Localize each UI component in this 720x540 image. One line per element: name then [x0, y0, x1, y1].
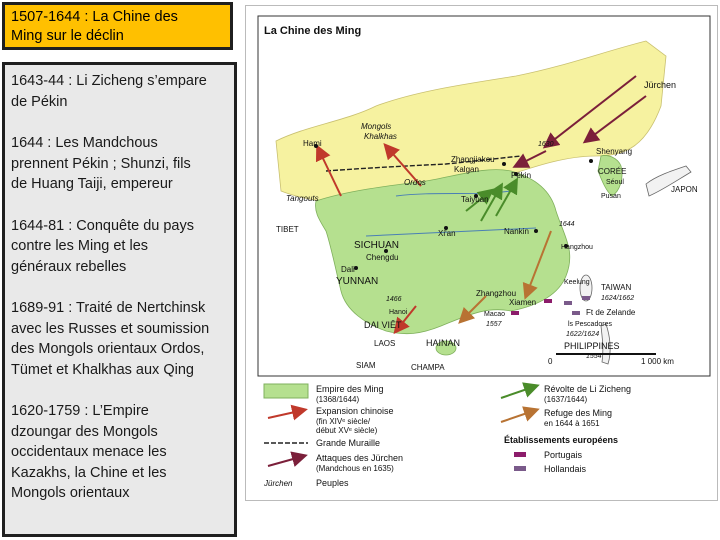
map-label: Chengdu [366, 253, 399, 262]
legend-label: (fin XIVᵉ siècle/ [316, 417, 371, 426]
map-label: Pékin [511, 171, 532, 180]
timeline-line: prennent Pékin ; Shunzi, fils [11, 155, 191, 172]
map-label: Mongols [361, 122, 392, 131]
timeline-line: 1643-44 : Li Zicheng s’empare [11, 73, 207, 89]
map-label: Taiyuan [461, 195, 489, 204]
legend-swatch-refuge [501, 410, 536, 422]
map-label: TIBET [276, 225, 299, 234]
map-label: 1554 [586, 353, 602, 360]
map-label: CHAMPA [411, 363, 445, 372]
timeline-line: Mongols orientaux [11, 485, 130, 501]
map-label: Hangzhou [561, 244, 593, 251]
timeline-line: de Pékin [11, 93, 68, 110]
map-label: Kalgan [454, 165, 479, 174]
title-box [2, 2, 233, 50]
map-label: Zhangzhou [476, 289, 517, 298]
map-label: ls Pescadores [568, 321, 612, 328]
map-label: Ordos [404, 178, 426, 187]
map-label: Nankin [504, 227, 529, 236]
legend-label: Hollandais [544, 464, 587, 474]
city-dot [589, 159, 593, 163]
map-label: PHILIPPINES [564, 341, 620, 351]
legend-swatch-portugais [514, 452, 526, 457]
legend-label: (1368/1644) [316, 395, 360, 404]
map-label: CORÉE [598, 167, 627, 176]
map-label: Shenyang [596, 147, 633, 156]
map-label: Hami [303, 139, 322, 148]
title-line-1: 1507-1644 : La Chine des [11, 9, 178, 25]
map-label: 1466 [386, 296, 402, 303]
map-label: Xiamen [509, 298, 537, 307]
legend-label: Peuples [316, 478, 349, 488]
legend-label: Expansion chinoise [316, 406, 394, 416]
timeline-line: 1644 : Les Mandchous [11, 135, 158, 151]
title-line-2: Ming sur le déclin [11, 28, 124, 44]
map-label: Pusan [601, 193, 621, 200]
map-label: 1630 [538, 141, 554, 148]
legend-label: Attaques des Jürchen [316, 453, 404, 463]
timeline-line: avec les Russes et soumission [11, 320, 210, 337]
map-label: JAPON [671, 185, 698, 194]
legend-swatch-attaques [268, 456, 304, 466]
timeline-text-box [2, 62, 237, 537]
timeline-line: de Huang Taiji, empereur [11, 176, 173, 192]
map-label: Keelung [564, 279, 590, 286]
map-label: TAIWAN [601, 283, 632, 292]
map-label: 1624/1662 [601, 295, 635, 302]
timeline-line: 1644-81 : Conquête du pays [11, 217, 194, 234]
map-label: Xi'an [438, 229, 456, 238]
timeline-paragraph [11, 133, 228, 195]
map-svg [246, 6, 717, 500]
legend-label: (Mandchous en 1635) [316, 464, 394, 473]
timeline-line: contre les Ming et les [11, 238, 149, 254]
legend-label: (1637/1644) [544, 395, 588, 404]
dutch-marker [572, 311, 580, 315]
timeline-line: dzoungar des Mongols [11, 423, 158, 440]
map-label: Séoul [606, 179, 624, 186]
map-label: 1644 [559, 221, 575, 228]
city-dot [534, 229, 538, 233]
legend-label: Empire des Ming [316, 384, 384, 394]
timeline-line: occidentaux menace les [11, 444, 167, 460]
legend-swatch-revolte [501, 386, 536, 398]
map-label: YUNNAN [336, 276, 379, 287]
map-label: Jürchen [644, 80, 677, 90]
legend-label: en 1644 à 1651 [544, 419, 600, 428]
ming-map [245, 5, 718, 501]
legend-swatch-expansion [268, 410, 304, 418]
map-label: Zhangjiakou [451, 155, 495, 164]
map-label: LAOS [374, 339, 396, 348]
dutch-marker [564, 301, 572, 305]
map-label: Tangouts [286, 194, 319, 203]
timeline-line: Tümet et Khalkhas aux Qing [11, 361, 194, 378]
timeline-line: 1620-1759 : L’Empire [11, 403, 149, 419]
timeline-paragraph [11, 216, 228, 278]
map-label: SICHUAN [354, 240, 400, 251]
timeline-line: 1689-91 : Traité de Nertchinsk [11, 300, 206, 316]
timeline-line: généraux rebelles [11, 258, 127, 275]
map-label: Khalkhas [364, 132, 397, 141]
legend-label: Grande Muraille [316, 438, 381, 448]
timeline-paragraph [11, 298, 228, 380]
map-label: HAINAN [426, 338, 461, 348]
timeline-line: des Mongols orientaux Ordos, [11, 341, 205, 357]
map-label: Hanoi [389, 309, 408, 316]
map-label: Dali [341, 265, 355, 274]
legend-label: début XVᵉ siècle) [316, 426, 378, 435]
map-label: Ft de Zelande [586, 308, 636, 317]
legend-label: Jürchen [264, 479, 293, 488]
legend-swatch-hollandais [514, 466, 526, 471]
map-label: Macao [484, 311, 506, 318]
map-label: 1557 [486, 321, 502, 328]
dutch-marker [582, 296, 590, 300]
map-label: DAI VIÊT [364, 320, 402, 330]
legend-swatch-empire [264, 384, 308, 398]
map-title: La Chine des Ming [264, 25, 362, 37]
timeline-line: Kazakhs, la Chine et les [11, 464, 167, 481]
timeline-paragraph [11, 401, 228, 504]
portuguese-marker [544, 299, 552, 303]
map-label: SIAM [356, 361, 376, 370]
map-label: 1622/1624 [566, 331, 600, 338]
portuguese-marker [511, 311, 519, 315]
timeline-paragraph [11, 71, 228, 112]
legend-label: Révolte de Li Zicheng [544, 384, 632, 394]
map-label: 1 000 km [641, 357, 674, 366]
legend-label: Portugais [544, 450, 583, 460]
map-label: 0 [548, 357, 553, 366]
city-dot [502, 162, 506, 166]
legend-heading: Établissements européens [504, 435, 619, 445]
legend-label: Refuge des Ming [544, 408, 613, 418]
